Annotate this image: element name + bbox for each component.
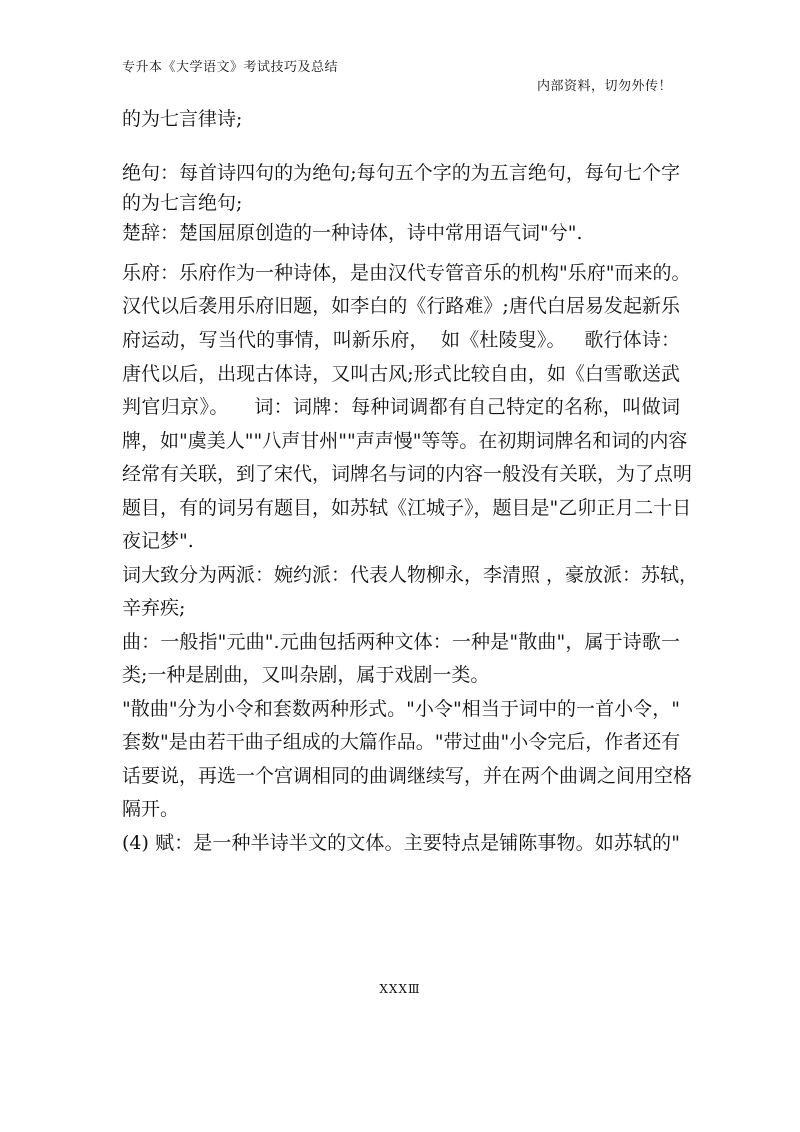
text-line: 判官归京》。 词：词牌：每种词调都有自己特定的名称，叫做词 [122,396,680,418]
text-line: 词大致分为两派：婉约派：代表人物柳永，李清照 ，豪放派：苏轼， [122,564,699,586]
text-line: 的为七言绝句; [122,192,243,214]
text-line: 类;一种是剧曲，又叫杂剧，属于戏剧一类。 [122,664,490,686]
text-line: 话要说，再选一个宫调相同的曲调继续写，并在两个曲调之间用空格 [122,765,693,787]
text-line: 的为七言律诗; [122,108,243,130]
text-line: 曲：一般指"元曲".元曲包括两种文体：一种是"散曲"，属于诗歌一 [122,631,680,653]
text-line: 隔开。 [122,798,180,820]
text-line: 唐代以后，出现古体诗，又叫古风;形式比较自由，如《白雪歌送武 [122,363,680,385]
page-number: XXXⅢ [379,982,421,996]
text-line: (4) 赋：是一种半诗半文的文体。主要特点是铺陈事物。如苏轼的" [122,832,680,854]
text-line: 夜记梦". [122,530,194,552]
text-line: 牌，如"虞美人""八声甘州""声声慢"等等。在初期词牌名和词的内容 [122,430,688,452]
text-line: 府运动，写当代的事情，叫新乐府， 如《杜陵叟》。 歌行体诗： [122,329,680,351]
text-line: "散曲"分为小令和套数两种形式。"小令"相当于词中的一首小令，" [122,698,680,720]
text-line: 题目，有的词另有题目，如苏轼《江城子》，题目是"乙卯正月二十日 [122,497,692,519]
text-line: 辛弃疾; [122,597,186,619]
document-body [122,96,699,862]
text-line: 套数"是由若干曲子组成的大篇作品。"带过曲"小令完后，作者还有 [122,731,681,753]
confidential-notice: 内部资料，切勿外传！ [536,79,672,94]
text-line: 经常有关联，到了宋代，词牌名与词的内容一般没有关联，为了点明 [122,463,693,485]
text-line: 汉代以后袭用乐府旧题，如李白的《行路难》;唐代白居易发起新乐 [122,295,680,317]
text-line: 楚辞：楚国屈原创造的一种诗体，诗中常用语气词"兮". [122,222,583,244]
document-header-title: 专升本《大学语文》考试技巧及总结 [122,60,339,75]
text-line: 乐府：乐府作为一种诗体，是由汉代专管音乐的机构"乐府"而来的。 [122,262,691,284]
text-line: 绝句：每首诗四句的为绝句;每句五个字的为五言绝句，每句七个字 [122,162,680,184]
